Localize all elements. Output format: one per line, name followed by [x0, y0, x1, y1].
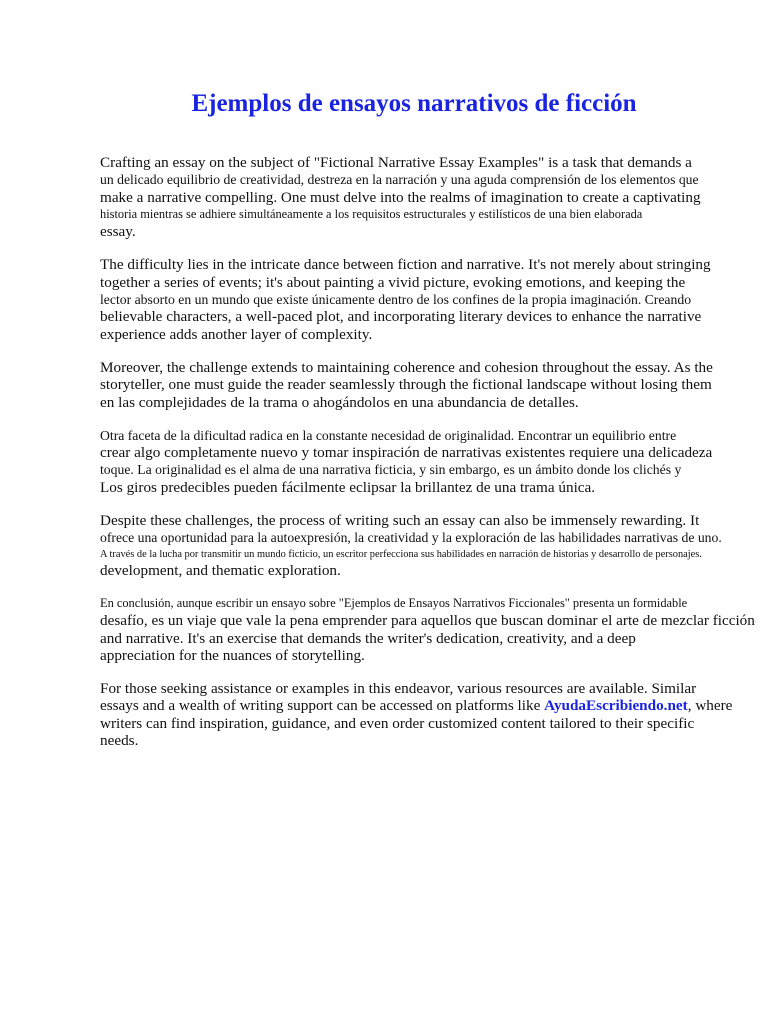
text-line: The difficulty lies in the intricate dance between fiction and narrative. It's not merely about stringing [100, 256, 711, 274]
text-line: toque. La originalidad es el alma de una narrativa ficticia, y sin embargo, es un ámbito donde los clichés y [100, 462, 682, 478]
text-line: storyteller, one must guide the reader seamlessly through the fictional landscape without losing them [100, 376, 712, 394]
text-line: Los giros predecibles pueden fácilmente eclipsar la brillantez de una trama única. [100, 478, 596, 496]
text-line: needs. [100, 732, 139, 750]
text-line: Moreover, the challenge extends to maintaining coherence and cohesion throughout the essay. As the [100, 358, 713, 376]
text-line: together a series of events; it's about painting a vivid picture, evoking emotions, and keeping the [100, 273, 686, 291]
text-line: Otra faceta de la dificultad radica en la constante necesidad de originalidad. Encontrar un equilibrio entre [100, 427, 677, 443]
text-line: make a narrative compelling. One must delve into the realms of imagination to create a captivating [100, 188, 701, 206]
text-line: essay. [100, 223, 136, 241]
document-title: Ejemplos de ensayos narrativos de ficción [191, 90, 637, 117]
paragraph-3 [100, 359, 750, 411]
paragraph-7 [100, 680, 750, 749]
text-line: development, and thematic exploration. [100, 561, 341, 579]
text-line: crear algo completamente nuevo y tomar inspiración de narrativas existentes requiere una delicadeza [100, 444, 713, 462]
paragraph-1 [100, 154, 750, 240]
text-line: lector absorto en un mundo que existe únicamente dentro de los confines de la propia imaginación. Creando [100, 292, 692, 308]
text-line: experience adds another layer of complexity. [100, 325, 373, 343]
paragraph-4 [100, 427, 750, 496]
link-suffix-text: , where [687, 697, 733, 715]
text-line: writers can find inspiration, guidance, and even order customized content tailored to their specific [100, 714, 695, 732]
paragraph-6 [100, 595, 755, 664]
text-line-with-link [100, 697, 750, 714]
text-line: historia mientras se adhiere simultáneamente a los requisitos estructurales y estilísticos de una bien elaborada [100, 206, 643, 221]
paragraph-5 [100, 512, 750, 579]
text-line: En conclusión, aunque escribir un ensayo sobre "Ejemplos de Ensayos Narrativos Ficcionales" presenta un formidable [100, 595, 688, 610]
text-line: believable characters, a well-paced plot, and incorporating literary devices to enhance the narrative [100, 308, 702, 326]
text-line: For those seeking assistance or examples in this endeavor, various resources are available. Similar [100, 680, 697, 698]
text-line: appreciation for the nuances of storytelling. [100, 646, 365, 664]
text-line: ofrece una oportunidad para la autoexpresión, la creatividad y la exploración de las habilidades narrativas de uno. [100, 530, 722, 546]
paragraph-2 [100, 256, 750, 342]
text-line: en las complejidades de la trama o ahogándolos en una abundancia de detalles. [100, 393, 579, 411]
text-line: Despite these challenges, the process of writing such an essay can also be immensely rewarding. It [100, 512, 700, 530]
document-body [100, 154, 755, 765]
text-line: desafío, es un viaje que vale la pena emprender para aquellos que buscan dominar el arte de mezclar ficción [100, 612, 755, 630]
text-line: Crafting an essay on the subject of "Fictional Narrative Essay Examples" is a task that demands a [100, 154, 692, 171]
text-line: and narrative. It's an exercise that demands the writer's dedication, creativity, and a deep [100, 629, 636, 647]
ayudaescribiendo-link[interactable]: AyudaEscribiendo.net [544, 697, 688, 715]
link-prefix-text: essays and a wealth of writing support can be accessed on platforms like [100, 697, 545, 715]
text-line: un delicado equilibrio de creatividad, destreza en la narración y una aguda comprensión de los elementos que [100, 172, 699, 188]
text-line: A través de la lucha por transmitir un mundo ficticio, un escritor perfecciona sus habilidades en narración de historias y desarrollo de personajes. [100, 548, 702, 560]
